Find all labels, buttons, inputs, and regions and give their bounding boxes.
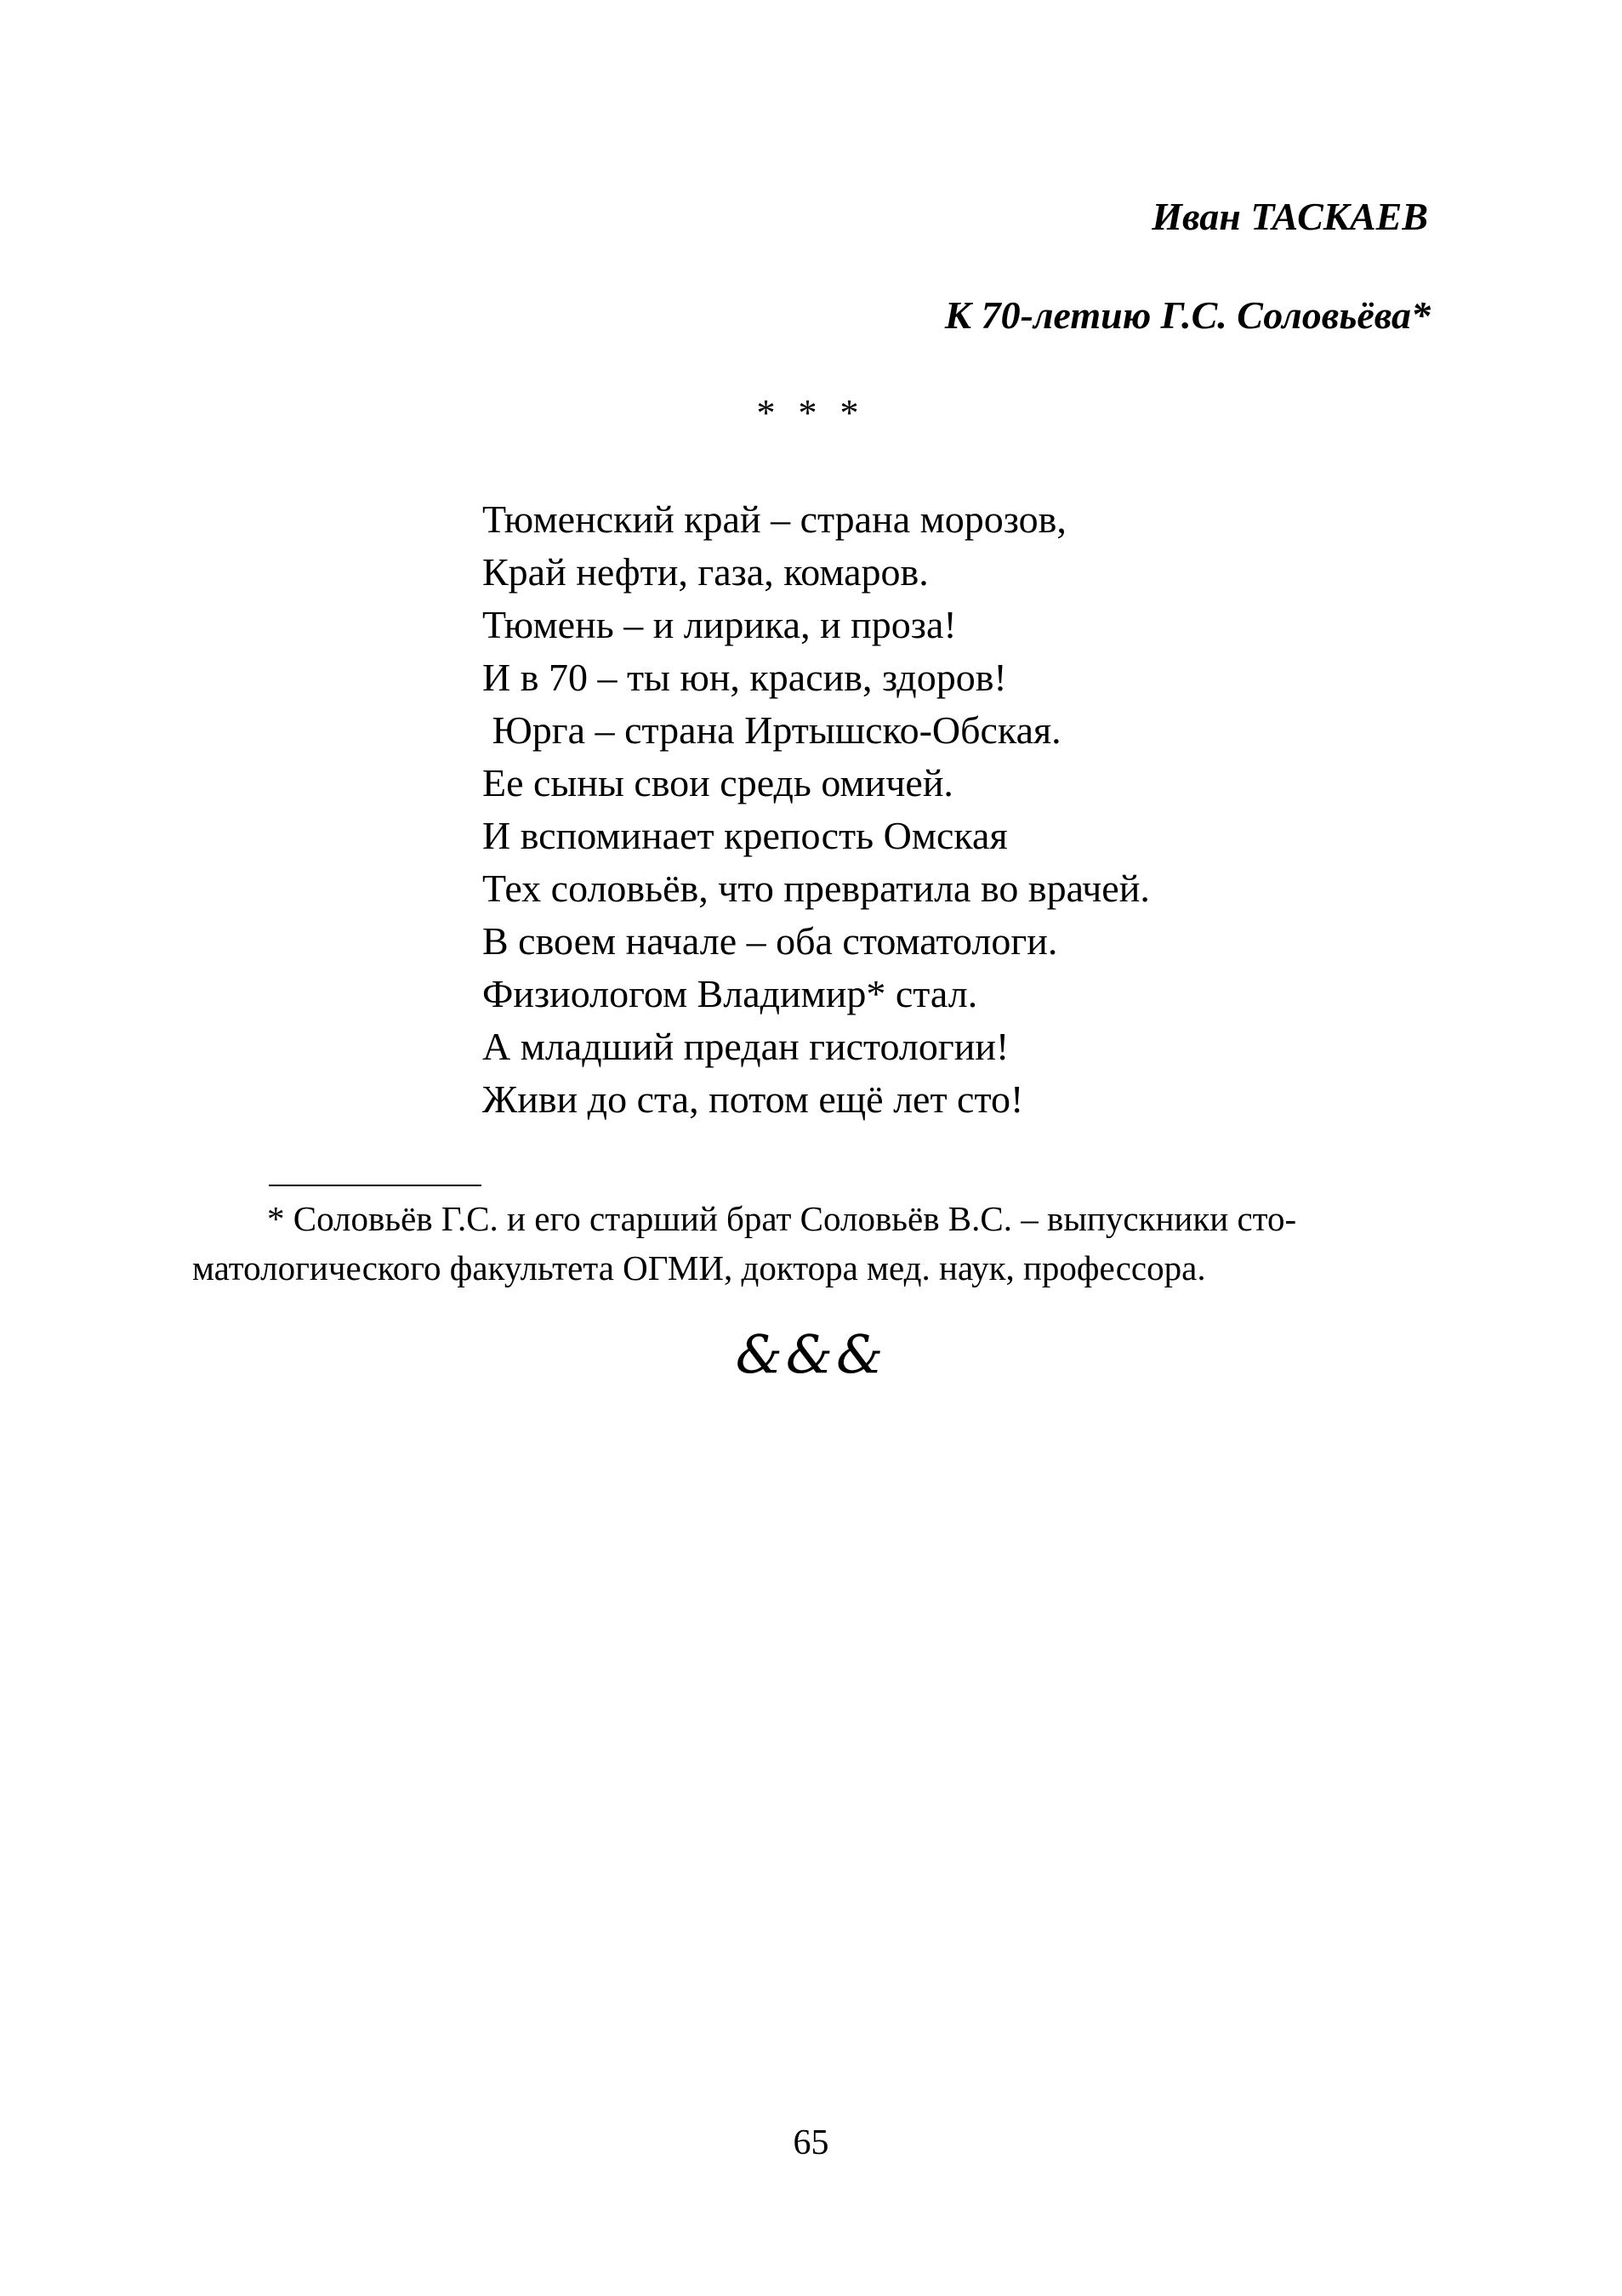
poem-line: Физиологом Владимир* стал. <box>482 972 978 1015</box>
page-number: 65 <box>793 2123 829 2162</box>
section-mark-text: * * * <box>756 392 866 434</box>
poem-line: Тех соловьёв, что превратила во врачей. <box>482 867 1150 910</box>
poem-body <box>482 493 1333 1126</box>
poem-line: Тюменский край – страна морозов, <box>482 497 1067 541</box>
poem-line: И вспоминает крепость Омская <box>482 814 1008 857</box>
footnote <box>192 1194 1417 1293</box>
poem-line: Край нефти, газа, комаров. <box>482 550 929 594</box>
poem-line: Ее сыны свои средь омичей. <box>482 761 953 804</box>
author-name: Иван ТАСКАЕВ <box>1152 195 1428 238</box>
poem-dedication: К 70-летию Г.С. Соловьёва* <box>944 293 1431 337</box>
footnote-separator <box>269 1185 481 1186</box>
section-mark <box>0 391 1622 435</box>
footnote-line: * Соловьёв Г.С. и его старший брат Соловьёв В.С. – выпускники сто- <box>267 1199 1297 1238</box>
poem-line: Тюмень – и лирика, и проза! <box>482 603 957 646</box>
ornament-divider: &&& <box>735 1323 887 1385</box>
footnote-line: матологического факультета ОГМИ, доктора мед. наук, профессора. <box>192 1248 1206 1287</box>
poem-line: Юрга – страна Иртышско-Обская. <box>482 708 1061 752</box>
poem-line: Живи до ста, потом ещё лет сто! <box>482 1077 1024 1121</box>
poem-line: А младший предан гистологии! <box>482 1025 1010 1068</box>
poem-line: В своем начале – оба стоматологи. <box>482 919 1058 963</box>
poem-line: И в 70 – ты юн, красив, здоров! <box>482 656 1007 699</box>
